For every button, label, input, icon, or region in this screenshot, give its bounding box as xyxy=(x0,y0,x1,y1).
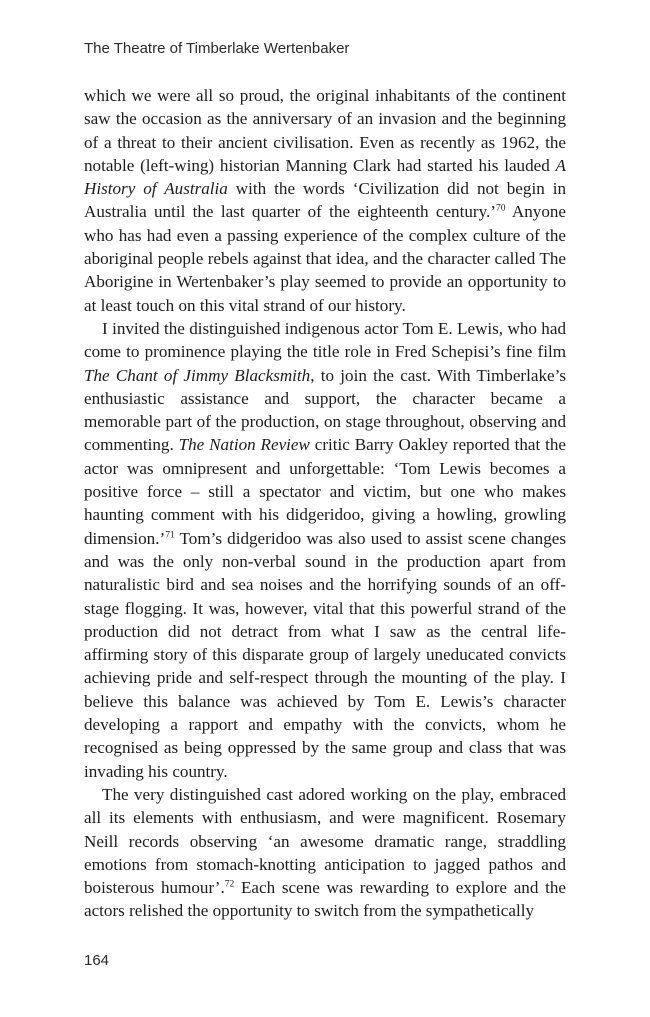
text-run: Tom’s didgeridoo was also used to assist scene changes and was the only non-verbal sound in the production apart from naturalistic bird and sea noises and the horrifying sounds of an off-stage flogging. It was, however, vital that this powerful strand of the production did not detract from what I saw as the central life-affirming story of this disparate group of largely uneducated convicts achieving pride and self-respect through the mounting of the play. I believe this balance was achieved by Tom E. Lewis’s character developing a rapport and empathy with the convicts, whom he recognised as being oppressed by the same group and class that was invading his country. xyxy=(84,528,566,781)
footnote-ref: 70 xyxy=(496,203,506,214)
page-number: 164 xyxy=(84,952,110,969)
paragraph xyxy=(84,84,566,317)
text-run: I invited the distinguished indigenous actor Tom E. Lewis, who had come to prominence playing the title role in Fred Schepisi’s fine film xyxy=(84,318,566,362)
paragraph xyxy=(84,317,566,783)
italic-title: The Chant of Jimmy Blacksmith xyxy=(84,365,311,385)
italic-title: The Nation Review xyxy=(178,435,310,455)
page-body xyxy=(84,84,566,923)
text-run: with the words ‘Civilization did not begin in Australia until the last quarter of the eighteenth century.’ xyxy=(84,179,566,222)
text-run: Anyone who has had even a passing experience of the complex culture of the aboriginal people rebels against that idea, and the character called The Aborigine in Wertenbaker’s play seemed to provide an opportunity to at least touch on this vital strand of our history. xyxy=(84,202,566,315)
text-run: critic Barry Oakley reported that the actor was omnipresent and unforgettable: ‘Tom Lewis becomes a positive force – still a spectator and victim, but one who makes haunting comment with his didgeridoo, giving a howling, growling dimension.’ xyxy=(84,435,566,548)
text-run: The very distinguished cast adored working on the play, embraced all its elements with enthusiasm, and were magnificent. Rosemary Neill records observing ‘an awesome dramatic range, straddling emotions from stomach-knotting anticipation to jagged pathos and boisterous humour’. xyxy=(84,784,566,898)
text-run: which we were all so proud, the original inhabitants of the continent saw the occasion as the anniversary of an invasion and the beginning of a threat to their ancient civilisation. Even as recently as 1962, the notable (left-wing) historian Manning Clark had started his lauded xyxy=(84,86,566,175)
footnote-ref: 72 xyxy=(224,879,235,890)
running-head: The Theatre of Timberlake Wertenbaker xyxy=(84,40,350,57)
paragraph xyxy=(84,783,566,923)
text-run: , to join the cast. With Timberlake’s enthusiastic assistance and support, the character became a memorable part of the production, on stage throughout, observing and commenting. xyxy=(84,365,566,455)
italic-title: A History of Australia xyxy=(84,155,566,199)
footnote-ref: 71 xyxy=(165,529,175,540)
text-run: Each scene was rewarding to explore and the actors relished the opportunity to switch from the sympathetically xyxy=(84,878,566,921)
